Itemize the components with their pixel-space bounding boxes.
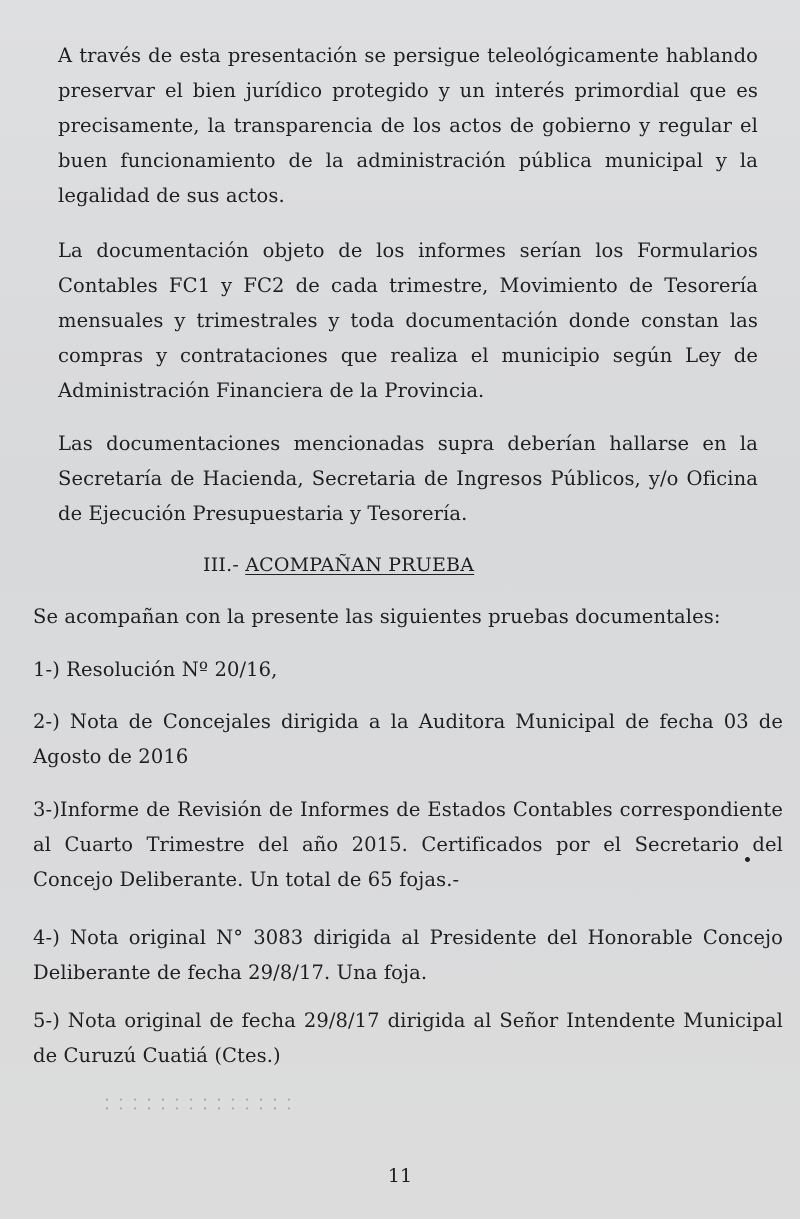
evidence-item-2: 2-) Nota de Concejales dirigida a la Auditora Municipal de fecha 03 de Agosto de 2016 [33,710,783,768]
scan-specks [100,1095,300,1115]
paragraph-purpose: A través de esta presentación se persigue teleológicamente hablando preservar el bien jurídico protegido y un interés primordial que es precisamente, la transparencia de los actos de gobierno y regular el buen funcionamiento de la administración pública municipal y la legalidad de sus actos. [58,44,758,207]
evidence-item-1: 1-) Resolución Nº 20/16, [33,658,278,681]
paragraph-documentation: La documentación objeto de los informes serían los Formularios Contables FC1 y FC2 de cada trimestre, Movimiento de Tesorería mensuales y trimestrales y toda documentación donde constan las compras y contrataciones que realiza el municipio según Ley de Administración Financiera de la Provincia. [58,239,758,402]
evidence-item-3: 3-)Informe de Revisión de Informes de Estados Contables correspondiente al Cuarto Trimestre del año 2015. Certificados por el Secretario del Concejo Deliberante. Un total de 65 fojas.- [33,798,783,891]
page-number: 11 [387,1165,413,1187]
paragraph-location: Las documentaciones mencionadas supra deberían hallarse en la Secretaría de Hacienda, Secretaria de Ingresos Públicos, y/o Oficina de Ejecución Presupuestaria y Tesorería. [58,432,758,525]
evidence-item-5: 5-) Nota original de fecha 29/8/17 dirigida al Señor Intendente Municipal de Curuzú Cuatiá (Ctes.) [33,1009,783,1067]
section-title: ACOMPAÑAN PRUEBA [245,554,475,576]
evidence-item-4: 4-) Nota original N° 3083 dirigida al Presidente del Honorable Concejo Deliberante de fecha 29/8/17. Una foja. [33,926,783,984]
section-number: III.- [203,554,246,576]
evidence-intro: Se acompañan con la presente las siguientes pruebas documentales: [33,605,721,628]
section-heading [203,548,474,583]
